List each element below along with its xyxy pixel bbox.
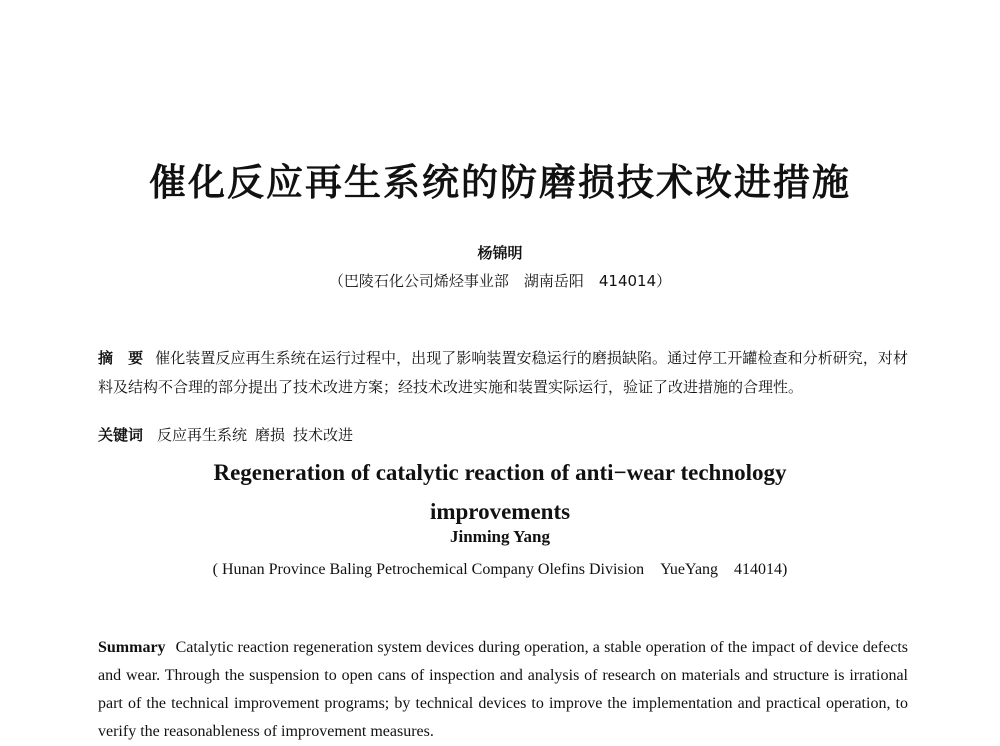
keyword: 磨损 — [255, 426, 286, 444]
chinese-title: 催化反应再生系统的防磨损技术改进措施 — [149, 160, 851, 204]
summary-label: Summary — [98, 639, 166, 656]
keyword: 反应再生系统 — [157, 426, 248, 444]
english-summary — [98, 634, 908, 746]
english-affiliation: ( Hunan Province Baling Petrochemical Company Olefins Division YueYang 414014) — [212, 561, 788, 578]
abstract-text: 催化装置反应再生系统在运行过程中，出现了影响装置安稳运行的磨损缺陷。通过停工开罐检查和分析研究，对材料及结构不合理的部分提出了技术改进方案；经技术改进实施和装置实际运行，验证了改进措施的合理性。 — [98, 349, 908, 396]
keyword: 技术改进 — [293, 426, 354, 444]
english-title: Regeneration of catalytic reaction of anti−wear technology improvements — [213, 460, 787, 524]
chinese-author: 杨锦明 — [477, 244, 523, 262]
keywords-label: 关键词 — [98, 426, 144, 444]
summary-text: Catalytic reaction regeneration system devices during operation, a stable operation of the impact of device defects and wear. Through the suspension to open cans of inspection and analysis of research on materials and structure is irrational part of the technical improvement programs; by technical devices to improve the implementation and practical operation, to verify the reasonableness of improvement measures. — [98, 639, 908, 740]
english-author: Jinming Yang — [450, 527, 550, 546]
chinese-abstract — [98, 344, 908, 402]
chinese-keywords — [98, 424, 908, 445]
chinese-affiliation: （巴陵石化公司烯烃事业部 湖南岳阳 414014） — [328, 272, 672, 290]
abstract-label: 摘 要 — [98, 349, 144, 367]
